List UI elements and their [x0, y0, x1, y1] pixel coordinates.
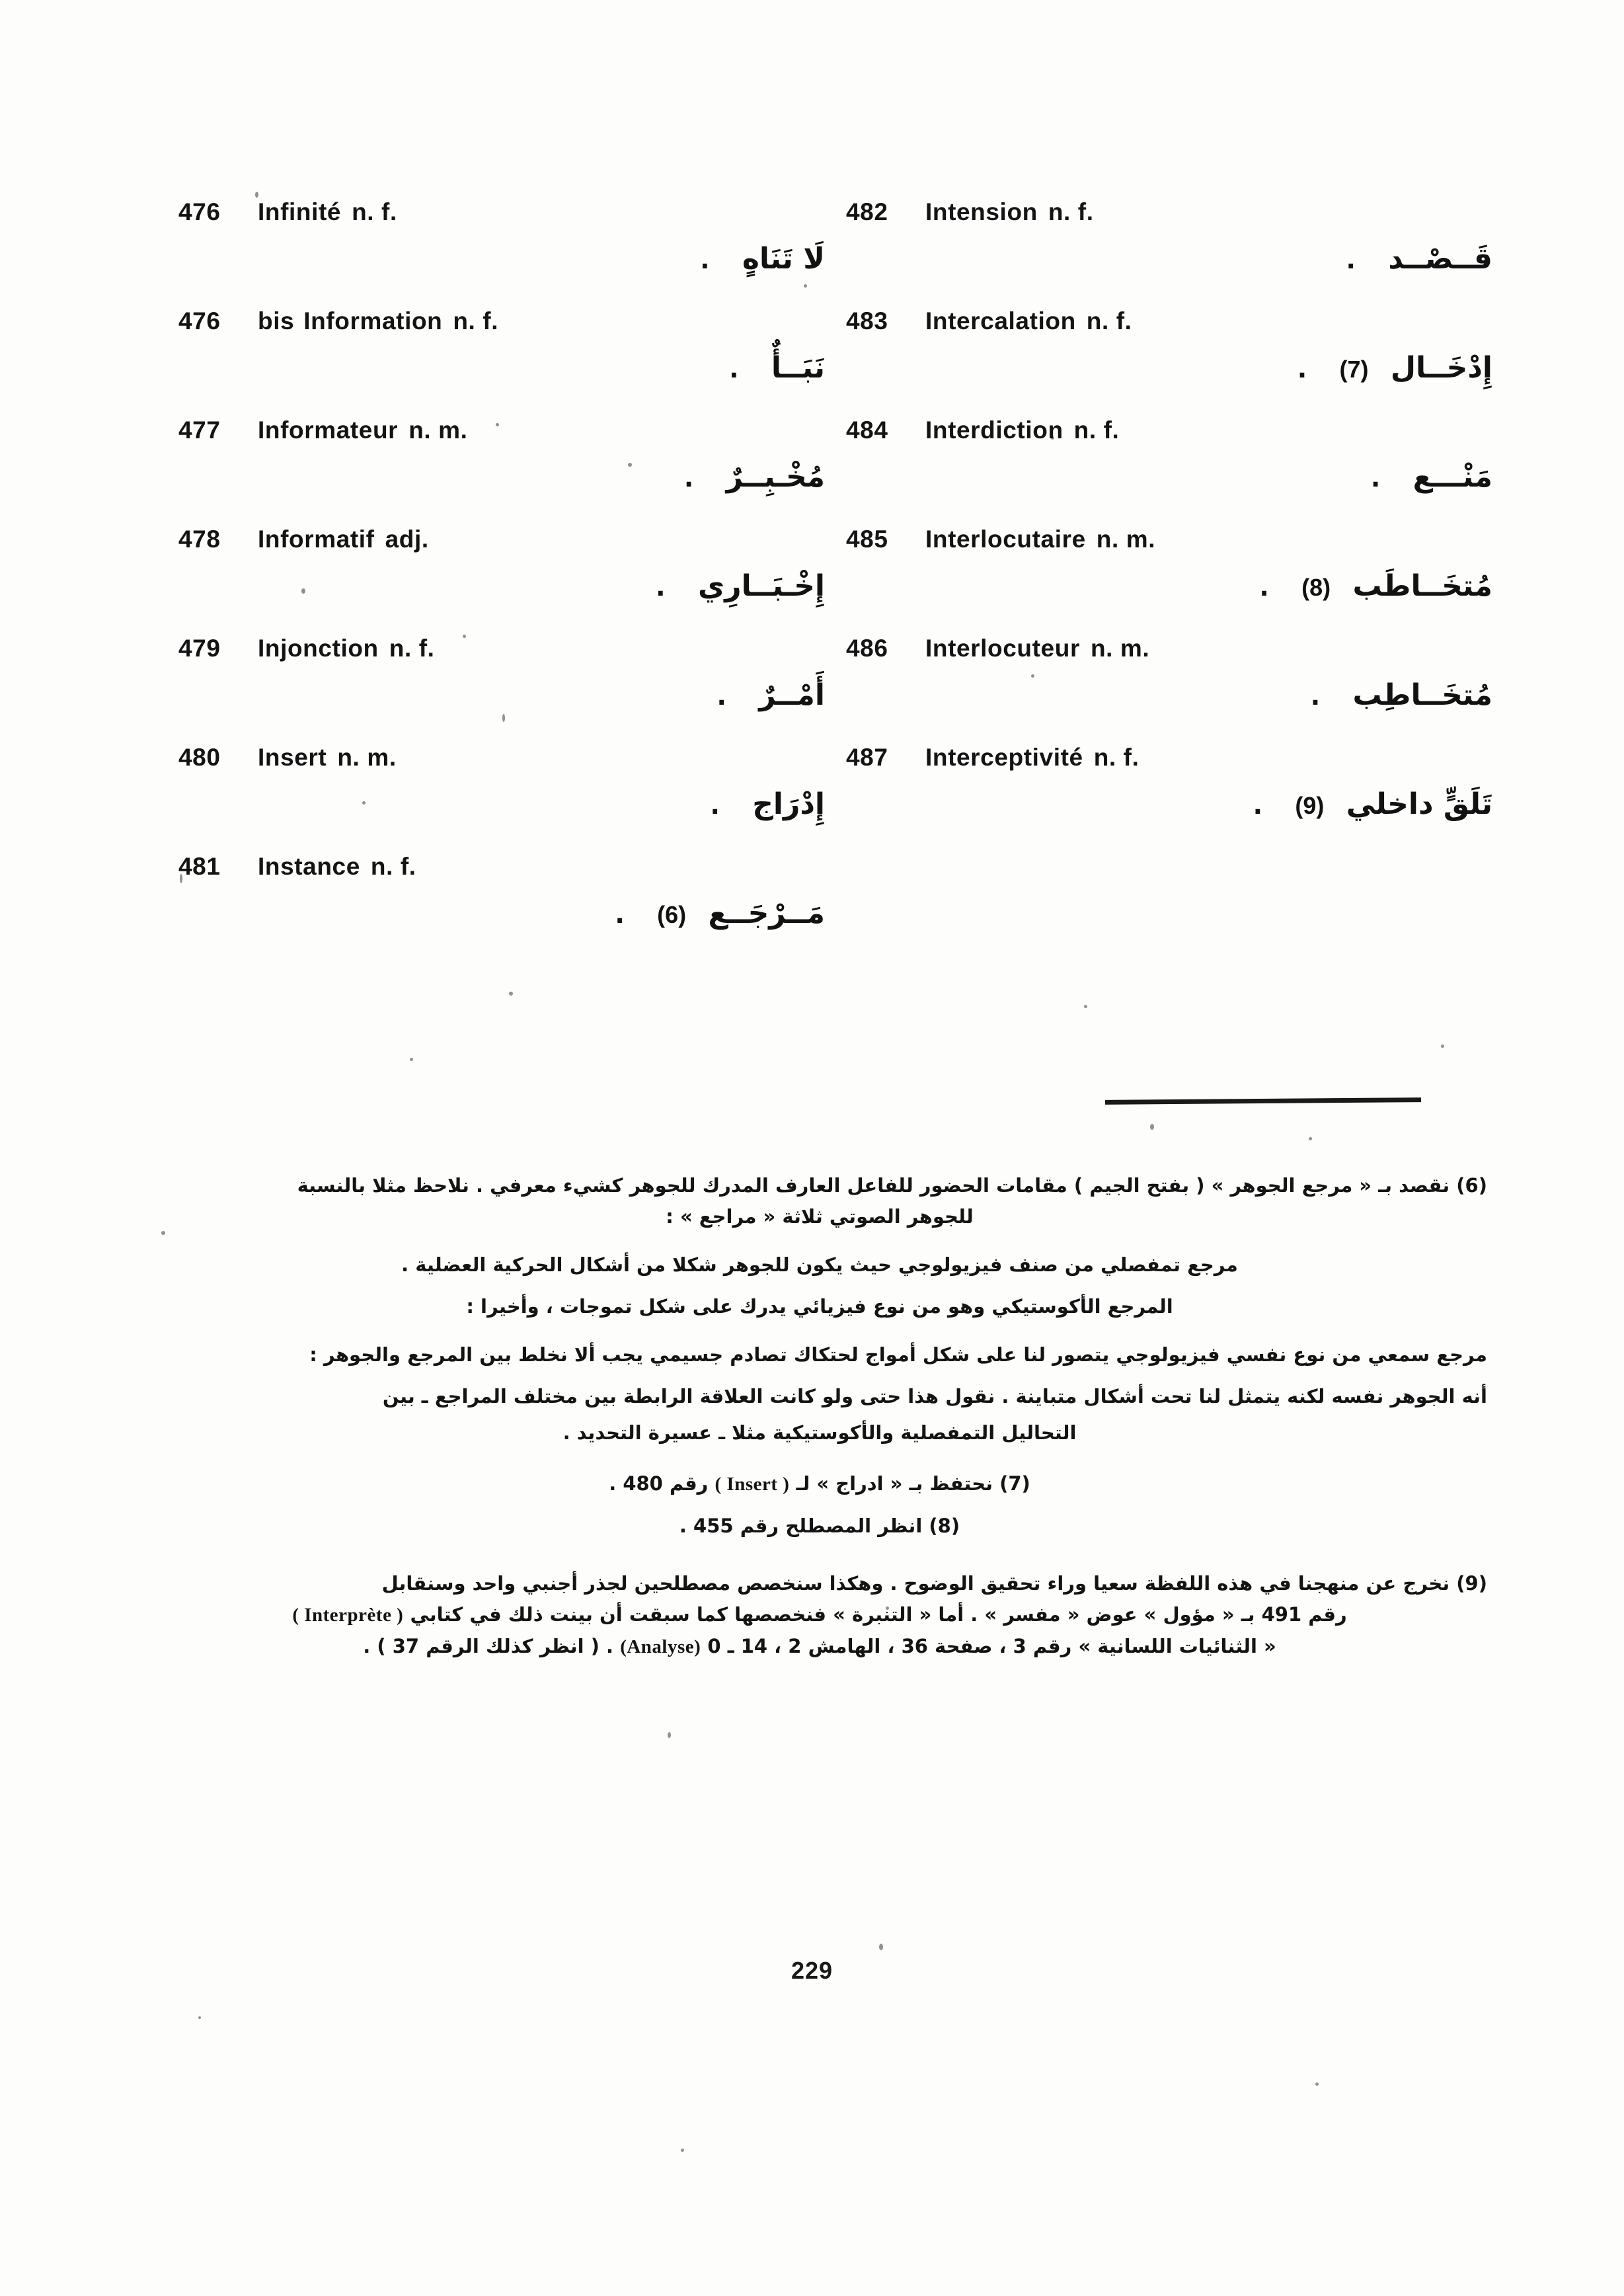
glossary-entry: [178, 744, 839, 822]
entry-french-line: [846, 744, 1507, 772]
footnotes-section: [152, 1170, 1487, 1673]
entry-arabic-dot: .: [700, 245, 710, 274]
entry-arabic-line: [178, 568, 839, 604]
entry-arabic-term: مَــرْجَــع: [708, 896, 825, 930]
scan-speckle: [255, 192, 258, 198]
entry-arabic-line: [178, 350, 839, 386]
scan-speckle: [1315, 2082, 1319, 2086]
scan-speckle: [1084, 1005, 1087, 1008]
footnote-9: [152, 1568, 1487, 1663]
entry-arabic-dot: .: [1253, 791, 1262, 820]
entry-arabic-dot: .: [656, 573, 666, 602]
entry-arabic-line: [178, 459, 839, 495]
entry-grammar: n. f.: [370, 853, 416, 880]
entry-term: Intension: [925, 198, 1038, 225]
entry-arabic-line: [846, 568, 1507, 604]
footnote-6-line-4: المرجع الأكوستيكي وهو من نوع فيزيائي يدرك على شكل تموجات ، وأخيرا :: [466, 1294, 1173, 1318]
entry-term: Informateur: [258, 416, 399, 444]
entry-grammar: n. f.: [453, 307, 499, 335]
entry-arabic-line: [846, 350, 1507, 386]
entry-arabic-term: لَا تَنَاهٍ: [742, 242, 825, 276]
entry-number: 476: [178, 307, 221, 335]
entry-french-line: [178, 635, 839, 662]
entry-arabic-term: مُخْـبِــرٌ: [726, 460, 825, 494]
entry-grammar: n. m.: [1096, 526, 1156, 553]
entry-french-line: [178, 853, 839, 881]
entry-footnote-ref: (7): [1339, 356, 1369, 383]
glossary-entry: [178, 307, 839, 386]
entry-term: Interlocuteur: [925, 635, 1080, 662]
entry-french-line: [846, 635, 1507, 662]
entry-french-line: [178, 744, 839, 772]
entry-french-line: [846, 198, 1507, 226]
entry-number: 486: [846, 635, 888, 662]
entry-arabic-dot: .: [1297, 354, 1307, 383]
entry-term: Interlocutaire: [925, 526, 1086, 553]
glossary-entry: [846, 526, 1507, 604]
entry-arabic-line: [178, 786, 839, 822]
entry-grammar: n. m.: [337, 744, 397, 771]
footnote-separator-rule: [1105, 1097, 1421, 1105]
entry-arabic-line: [178, 241, 839, 277]
entry-arabic-term: إِدْرَاج: [752, 787, 825, 821]
footnote-6-line-6: أنه الجوهر نفسه لكنه يتمثل لنا تحت أشكال متباينة . نقول هذا حتى ولو كانت العلاقة الرابطة بين مختلف المراجع ـ بين: [382, 1384, 1487, 1407]
entry-arabic-dot: .: [1346, 245, 1356, 274]
entry-arabic-term: قَــصْــد: [1388, 242, 1492, 276]
entry-french-line: [846, 307, 1507, 335]
entry-grammar: n. m.: [408, 416, 468, 444]
footnote-9-line-3-text-a: « الثنائيات اللسانية » رقم 3 ، صفحة 36 ، الهامش 2 ، 14 ـ 0: [707, 1634, 1276, 1657]
entry-footnote-ref: (8): [1301, 574, 1331, 601]
entry-number: 485: [846, 526, 888, 553]
page-number: 229: [791, 1957, 833, 1984]
entry-french-line: [178, 416, 839, 444]
entry-grammar: n. f.: [1093, 744, 1140, 771]
entry-arabic-term: مُتخَــاطِب: [1352, 678, 1492, 712]
entry-grammar: n. f.: [352, 198, 397, 225]
entry-arabic-term: تَلَقٍّ داخلي: [1346, 787, 1492, 821]
footnote-8: (8) انظر المصطلح رقم 455 .: [679, 1514, 960, 1537]
scan-speckle: [1150, 1124, 1154, 1130]
glossary-entry: [178, 635, 839, 713]
entry-french-line: [178, 307, 839, 335]
entry-arabic-dot: .: [1310, 682, 1321, 711]
glossary-entry: [178, 853, 839, 931]
scan-speckle: [410, 1058, 413, 1061]
entry-term: Intercalation: [925, 307, 1076, 335]
entry-footnote-ref: (9): [1295, 792, 1325, 819]
footnote-9-line-2-text: رقم 491 بـ « مؤول » عوض « مفسر » . أما « التنبرة » فنخصصها كما سبقت أن بينت ذلك في كتابي: [410, 1603, 1347, 1626]
footnote-6-line-2: للجوهر الصوتي ثلاثة « مراجع » :: [666, 1205, 974, 1228]
entry-grammar: n. f.: [1048, 198, 1094, 225]
scan-speckle: [879, 1944, 883, 1950]
scan-speckle: [509, 992, 513, 996]
entry-term: Interdiction: [925, 416, 1063, 444]
entry-arabic-term: إِدْخَــال: [1390, 351, 1492, 385]
entry-arabic-term: إِخْـبَــارِي: [697, 569, 825, 603]
footnote-9-latin-analyse: (Analyse): [620, 1636, 701, 1657]
footnote-9-latin-interprete: ( Interprète ): [292, 1604, 404, 1626]
entry-term: Information: [303, 307, 443, 335]
footnote-7-latin-term: ( Insert ): [715, 1473, 790, 1495]
entry-french-line: [178, 198, 839, 226]
footnote-9-line-2: [152, 1599, 1487, 1631]
entry-term: Infinité: [258, 198, 342, 225]
footnote-6-line-3: مرجع تمفصلي من صنف فيزيولوجي حيث يكون للجوهر شكلا من أشكال الحركية العضلية .: [401, 1253, 1238, 1276]
entry-number: 476: [178, 198, 221, 225]
glossary-entry: [846, 198, 1507, 277]
entry-number: 484: [846, 416, 888, 444]
scan-speckle: [198, 2016, 201, 2019]
entry-arabic-line: [846, 786, 1507, 822]
entry-arabic-line: [846, 677, 1507, 713]
glossary-entry: [846, 635, 1507, 713]
entry-term: Injonction: [258, 635, 379, 662]
entry-arabic-line: [846, 241, 1507, 277]
glossary-entry: [178, 416, 839, 495]
glossary-entry: [846, 416, 1507, 495]
entry-arabic-line: [178, 677, 839, 713]
entry-grammar: n. f.: [389, 635, 435, 662]
entry-grammar: n. f.: [1073, 416, 1120, 444]
scan-speckle: [1441, 1045, 1444, 1048]
footnote-7: [152, 1468, 1487, 1500]
entry-grammar: adj.: [385, 526, 429, 553]
entry-number: 487: [846, 744, 888, 771]
scan-speckle: [1309, 1137, 1312, 1140]
glossary-column-left: [178, 198, 839, 962]
footnote-7-text-after: رقم 480 .: [609, 1472, 709, 1495]
entry-number: 478: [178, 526, 221, 553]
entry-arabic-term: مَنْـــع: [1412, 460, 1492, 494]
entry-term: Interceptivité: [925, 744, 1083, 771]
entry-number: 480: [178, 744, 221, 771]
glossary-entry: [846, 307, 1507, 386]
glossary-entry: [178, 526, 839, 604]
entry-grammar: n. m.: [1090, 635, 1150, 662]
entry-arabic-dot: .: [729, 354, 739, 383]
entry-number-bis: bis: [258, 307, 295, 335]
footnote-6-line-7: التحاليل التمفصلية والأكوستيكية مثلا ـ عسيرة التحديد .: [562, 1421, 1077, 1444]
entry-number: 481: [178, 853, 221, 880]
entry-number: 477: [178, 416, 221, 444]
entry-arabic-term: نَبَــأٌ: [771, 351, 825, 385]
entry-french-line: [846, 526, 1507, 553]
scan-speckle: [668, 1732, 671, 1738]
entry-footnote-ref: (6): [657, 901, 687, 928]
footnote-6-line-1: (6) نقصد بـ « مرجع الجوهر » ( بفتح الجيم ) مقامات الحضور للفاعل العارف المدرك للجوهر كشيء معرفي . نلاحظ مثلا بالنسبة: [297, 1174, 1487, 1197]
footnote-6: [152, 1170, 1487, 1232]
footnote-9-line-1: (9) نخرج عن منهجنا في هذه اللفظة سعيا وراء تحقيق الوضوح . وهكذا سنخصص مصطلحين لجذر أجنبي واحد وسنقابل: [381, 1571, 1487, 1595]
entry-arabic-dot: .: [1370, 463, 1381, 493]
entry-arabic-term: أَمْــرٌ: [759, 678, 825, 712]
glossary-entry: [846, 744, 1507, 822]
glossary-entries: [0, 198, 1624, 930]
glossary-column-right: [846, 198, 1507, 853]
entry-arabic-line: [846, 459, 1507, 495]
entry-arabic-dot: .: [716, 682, 726, 711]
entry-french-line: [846, 416, 1507, 444]
entry-number: 483: [846, 307, 888, 335]
entry-french-line: [178, 526, 839, 553]
entry-number: 479: [178, 635, 221, 662]
entry-grammar: n. f.: [1086, 307, 1132, 335]
footnote-7-text-before: (7) نحتفظ بـ « ادراج » لـ: [796, 1472, 1030, 1495]
glossary-entry: [178, 198, 839, 277]
footnote-9-line-3: [152, 1631, 1487, 1663]
entry-term: Instance: [258, 853, 360, 880]
entry-arabic-line: [178, 895, 839, 931]
entry-arabic-dot: .: [710, 791, 720, 820]
footnote-9-line-3-text-b: . ( انظر كذلك الرقم 37 ) .: [363, 1634, 614, 1657]
entry-term: Insert: [258, 744, 327, 771]
entry-arabic-dot: .: [615, 900, 625, 929]
scan-speckle: [681, 2149, 684, 2152]
entry-arabic-dot: .: [1259, 573, 1269, 602]
entry-arabic-dot: .: [683, 463, 694, 493]
entry-term: Informatif: [258, 526, 375, 553]
entry-number: 482: [846, 198, 888, 225]
footnote-6-line-5: مرجع سمعي من نوع نفسي فيزيولوجي يتصور لنا على شكل أمواج لحتكاك تصادم جسيمي يجب ألا نخلط بين المرجع والجوهر :: [309, 1343, 1487, 1366]
entry-arabic-term: مُتخَــاطَب: [1352, 569, 1492, 603]
